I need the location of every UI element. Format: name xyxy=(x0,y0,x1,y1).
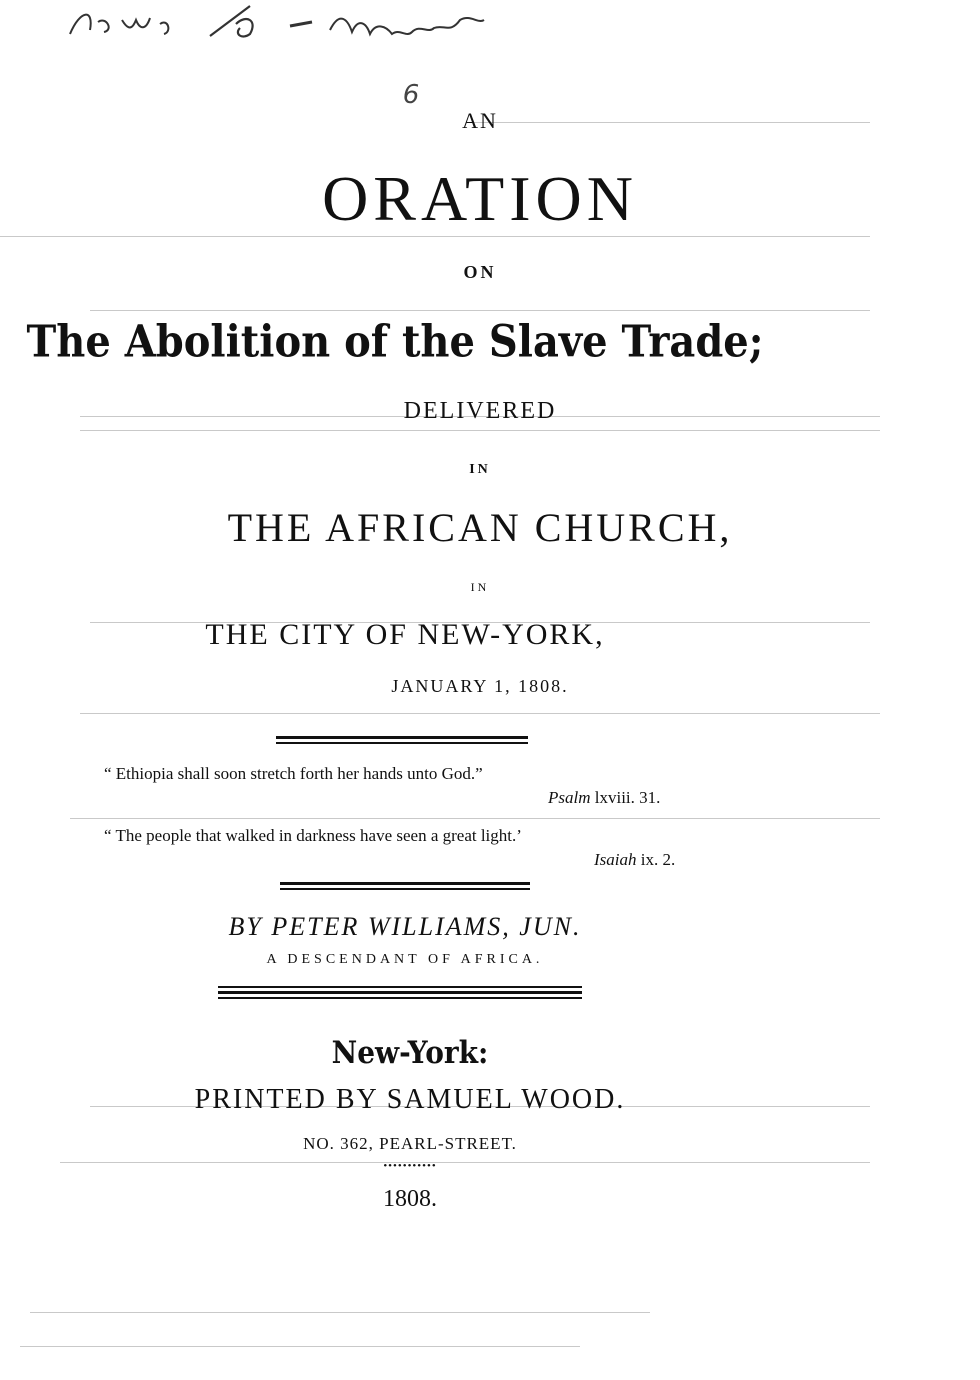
guide-line xyxy=(70,818,880,819)
double-rule xyxy=(280,882,530,885)
citation-book: Isaiah xyxy=(594,850,637,869)
in-label-1: IN xyxy=(469,462,491,477)
handwritten-inscription xyxy=(60,0,660,48)
double-rule xyxy=(276,742,528,744)
title-oration: ORATION xyxy=(322,163,638,234)
triple-rule xyxy=(218,997,582,999)
imprint-year: 1808. xyxy=(383,1186,437,1212)
guide-line xyxy=(20,1346,580,1347)
author-descriptor: A DESCENDANT OF AFRICA. xyxy=(266,952,544,967)
imprint-address: NO. 362, PEARL-STREET. xyxy=(303,1134,517,1153)
in-label-2: IN xyxy=(470,580,490,594)
oration-date: JANUARY 1, 1808. xyxy=(391,676,569,696)
author-byline: BY PETER WILLIAMS, JUN. xyxy=(228,912,582,941)
citation-book: Psalm xyxy=(548,788,591,807)
epigraph-citation xyxy=(594,850,675,870)
epigraph-citation xyxy=(548,788,660,808)
triple-rule xyxy=(218,986,582,988)
pencil-number: 6 xyxy=(402,80,420,110)
title-subject: The Abolition of the Slave Trade; xyxy=(26,315,764,368)
guide-line xyxy=(80,430,880,431)
imprint-place: New-York: xyxy=(331,1034,489,1071)
epigraph-text: “ Ethiopia shall soon stretch forth her hands unto God.” xyxy=(104,764,483,783)
ornament-dots: ••••••••••• xyxy=(383,1160,437,1172)
citation-ref: ix. 2. xyxy=(640,850,676,869)
imprint-printer: PRINTED BY SAMUEL WOOD. xyxy=(194,1084,626,1115)
title-an: AN xyxy=(462,108,498,133)
double-rule xyxy=(280,888,530,890)
epigraph-text: “ The people that walked in darkness have seen a great light.’ xyxy=(104,826,522,845)
citation-ref: lxviii. 31. xyxy=(594,788,661,807)
double-rule xyxy=(276,736,528,739)
guide-line xyxy=(30,1312,650,1313)
city-name: THE CITY OF NEW-YORK, xyxy=(205,618,605,651)
guide-line xyxy=(90,310,870,311)
guide-line xyxy=(0,236,870,237)
delivered-label: DELIVERED xyxy=(403,398,557,424)
triple-rule xyxy=(218,991,582,994)
title-on: ON xyxy=(463,262,497,282)
guide-line xyxy=(80,713,880,714)
church-name: THE AFRICAN CHURCH, xyxy=(227,505,733,550)
